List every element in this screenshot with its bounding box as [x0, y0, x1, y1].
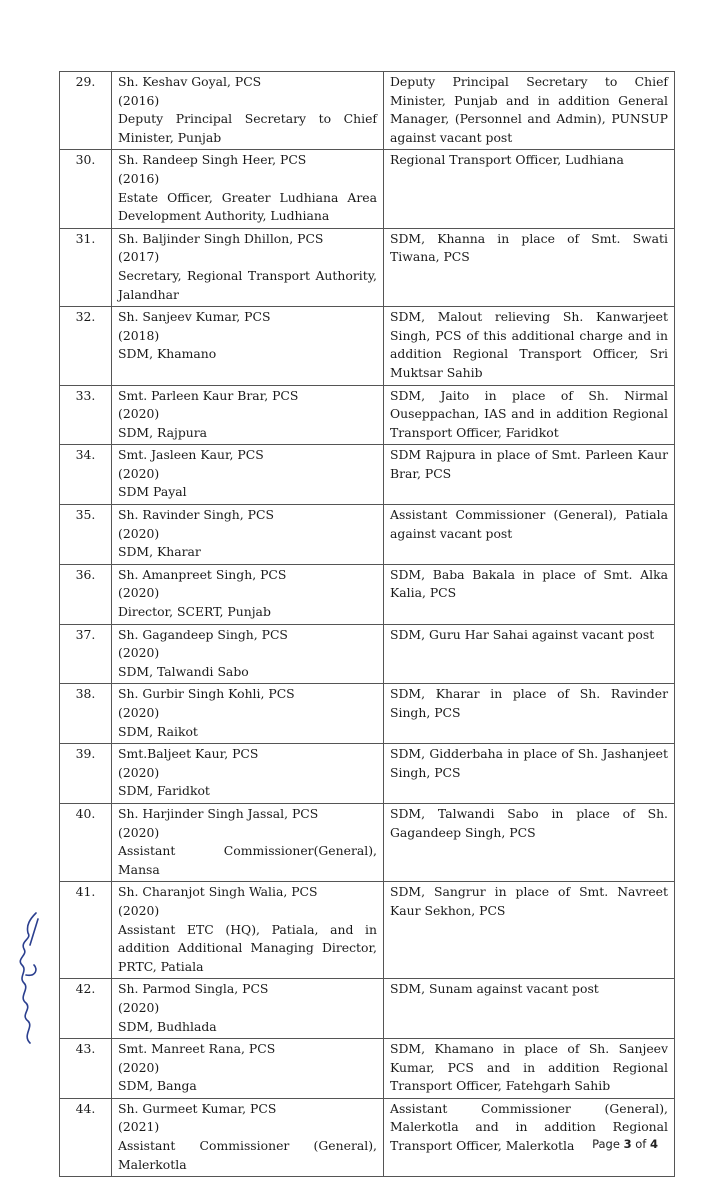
- officer-cell: [112, 150, 384, 228]
- page-of: of: [635, 1137, 647, 1151]
- current-designation: SDM, Banga: [118, 1078, 197, 1094]
- page-current: 3: [623, 1137, 632, 1151]
- officer-name: Sh. Sanjeev Kumar, PCS: [118, 309, 271, 325]
- officer-cell: [112, 72, 384, 150]
- table-row: [60, 1098, 675, 1176]
- new-posting: SDM, Sangrur in place of Smt. Navreet Kaur Sekhon, PCS: [384, 882, 675, 979]
- handwritten-signature: [6, 905, 46, 1055]
- officer-cell: [112, 684, 384, 744]
- new-posting: Regional Transport Officer, Ludhiana: [384, 150, 675, 228]
- current-designation: Estate Officer, Greater Ludhiana Area Development Authority, Ludhiana: [118, 189, 377, 224]
- new-posting: SDM, Guru Har Sahai against vacant post: [384, 624, 675, 684]
- table-row: [60, 1039, 675, 1099]
- officer-batch: (2021): [118, 1119, 160, 1135]
- officer-cell: [112, 1098, 384, 1176]
- page-word: Page: [592, 1137, 620, 1151]
- table-row: [60, 624, 675, 684]
- table-row: [60, 564, 675, 624]
- table-row: [60, 72, 675, 150]
- new-posting: SDM, Talwandi Sabo in place of Sh. Gagandeep Singh, PCS: [384, 803, 675, 881]
- officer-name: Sh. Ravinder Singh, PCS: [118, 507, 274, 523]
- officer-name: Sh. Gurmeet Kumar, PCS: [118, 1100, 277, 1116]
- new-posting: SDM, Gidderbaha in place of Sh. Jashanjeet Singh, PCS: [384, 744, 675, 804]
- officer-name: Sh. Charanjot Singh Walia, PCS: [118, 884, 318, 900]
- officer-name: Sh. Randeep Singh Heer, PCS: [118, 152, 307, 168]
- serial-number: 30.: [60, 150, 112, 228]
- table-row: [60, 803, 675, 881]
- current-designation: Deputy Principal Secretary to Chief Minister, Punjab: [118, 111, 377, 145]
- officer-cell: [112, 882, 384, 979]
- serial-number: 39.: [60, 744, 112, 804]
- serial-number: 29.: [60, 72, 112, 150]
- new-posting: SDM, Sunam against vacant post: [384, 979, 675, 1039]
- officer-name: Sh. Harjinder Singh Jassal, PCS: [118, 805, 319, 821]
- officer-batch: (2016): [118, 92, 160, 108]
- table-row: [60, 882, 675, 979]
- officer-cell: [112, 803, 384, 881]
- officer-cell: [112, 385, 384, 445]
- table-row: [60, 445, 675, 505]
- officer-batch: (2020): [118, 705, 160, 720]
- officer-batch: (2020): [118, 645, 160, 661]
- current-designation: SDM, Kharar: [118, 544, 201, 560]
- table-row: [60, 385, 675, 445]
- officer-name: Sh. Keshav Goyal, PCS: [118, 74, 262, 89]
- officer-name: Smt. Parleen Kaur Brar, PCS: [118, 387, 299, 403]
- page-total: 4: [649, 1137, 658, 1151]
- new-posting: SDM, Khamano in place of Sh. Sanjeev Kumar, PCS and in addition Regional Transport Officer, Fatehgarh Sahib: [384, 1039, 675, 1099]
- officer-name: Sh. Amanpreet Singh, PCS: [118, 566, 287, 582]
- officer-cell: [112, 979, 384, 1039]
- current-designation: SDM, Faridkot: [118, 783, 210, 799]
- officer-name: Smt. Manreet Rana, PCS: [118, 1041, 276, 1057]
- table-row: [60, 684, 675, 744]
- current-designation: SDM, Talwandi Sabo: [118, 663, 249, 679]
- table-row: [60, 505, 675, 565]
- serial-number: 40.: [60, 803, 112, 881]
- officer-batch: (2017): [118, 249, 160, 265]
- officer-cell: [112, 744, 384, 804]
- officer-batch: (2020): [118, 1059, 160, 1075]
- officer-name: Sh. Baljinder Singh Dhillon, PCS: [118, 230, 324, 246]
- table-row: [60, 979, 675, 1039]
- current-designation: SDM, Rajpura: [118, 424, 208, 440]
- current-designation: SDM, Khamano: [118, 346, 217, 362]
- serial-number: 41.: [60, 882, 112, 979]
- current-designation: SDM, Raikot: [118, 723, 198, 739]
- serial-number: 35.: [60, 505, 112, 565]
- new-posting: SDM, Jaito in place of Sh. Nirmal Ouseppachan, IAS and in addition Regional Transport Officer, Faridkot: [384, 385, 675, 445]
- serial-number: 33.: [60, 385, 112, 445]
- officer-cell: [112, 564, 384, 624]
- new-posting: SDM, Kharar in place of Sh. Ravinder Singh, PCS: [384, 684, 675, 744]
- current-designation: Assistant Commissioner(General), Mansa: [118, 843, 377, 877]
- officer-name: Smt. Jasleen Kaur, PCS: [118, 447, 264, 463]
- officer-batch: (2016): [118, 170, 160, 186]
- officer-batch: (2020): [118, 764, 160, 780]
- table-body: [60, 72, 675, 1177]
- table-row: [60, 150, 675, 228]
- current-designation: Assistant ETC (HQ), Patiala, and in addition Additional Managing Director, PRTC, Patiala: [118, 921, 377, 974]
- new-posting: Assistant Commissioner (General), Patiala against vacant post: [384, 505, 675, 565]
- current-designation: SDM, Budhlada: [118, 1018, 217, 1034]
- serial-number: 32.: [60, 307, 112, 385]
- officer-batch: (2020): [118, 465, 160, 481]
- table-row: [60, 228, 675, 306]
- serial-number: 36.: [60, 564, 112, 624]
- officer-batch: (2018): [118, 327, 160, 343]
- officer-batch: (2020): [118, 999, 160, 1015]
- officer-name: Sh. Gagandeep Singh, PCS: [118, 626, 288, 642]
- officer-cell: [112, 1039, 384, 1099]
- current-designation: Director, SCERT, Punjab: [118, 604, 271, 620]
- new-posting: Assistant Commissioner (General), Malerkotla and in addition Regional Transport Officer, Malerkotla: [384, 1098, 675, 1176]
- serial-number: 44.: [60, 1098, 112, 1176]
- officer-batch: (2020): [118, 902, 160, 918]
- table-row: [60, 307, 675, 385]
- serial-number: 31.: [60, 228, 112, 306]
- serial-number: 38.: [60, 684, 112, 744]
- officer-name: Sh. Gurbir Singh Kohli, PCS: [118, 686, 295, 702]
- serial-number: 37.: [60, 624, 112, 684]
- serial-number: 34.: [60, 445, 112, 505]
- new-posting: Deputy Principal Secretary to Chief Minister, Punjab and in addition General Manager, (Personnel and Admin), PUNSUP against vacant post: [384, 72, 675, 150]
- current-designation: Secretary, Regional Transport Authority, Jalandhar: [118, 267, 377, 302]
- current-designation: SDM Payal: [118, 484, 187, 500]
- new-posting: SDM, Malout relieving Sh. Kanwarjeet Singh, PCS of this additional charge and in addition Regional Transport Officer, Sri Muktsar Sahib: [384, 307, 675, 385]
- officer-cell: [112, 505, 384, 565]
- new-posting: SDM, Baba Bakala in place of Smt. Alka Kalia, PCS: [384, 564, 675, 624]
- officer-cell: [112, 307, 384, 385]
- serial-number: 42.: [60, 979, 112, 1039]
- new-posting: SDM, Khanna in place of Smt. Swati Tiwana, PCS: [384, 228, 675, 306]
- new-posting: SDM Rajpura in place of Smt. Parleen Kaur Brar, PCS: [384, 445, 675, 505]
- page-number: [592, 1137, 658, 1151]
- officer-batch: (2020): [118, 585, 160, 601]
- officer-cell: [112, 445, 384, 505]
- officer-name: Smt.Baljeet Kaur, PCS: [118, 746, 259, 762]
- officer-name: Sh. Parmod Singla, PCS: [118, 981, 269, 997]
- current-designation: Assistant Commissioner (General), Malerkotla: [118, 1138, 377, 1172]
- officer-cell: [112, 624, 384, 684]
- officer-batch: (2020): [118, 824, 160, 840]
- serial-number: 43.: [60, 1039, 112, 1099]
- transfer-orders-table: [59, 71, 675, 1177]
- officer-batch: (2020): [118, 525, 160, 541]
- officer-batch: (2020): [118, 406, 160, 422]
- table-row: [60, 744, 675, 804]
- officer-cell: [112, 228, 384, 306]
